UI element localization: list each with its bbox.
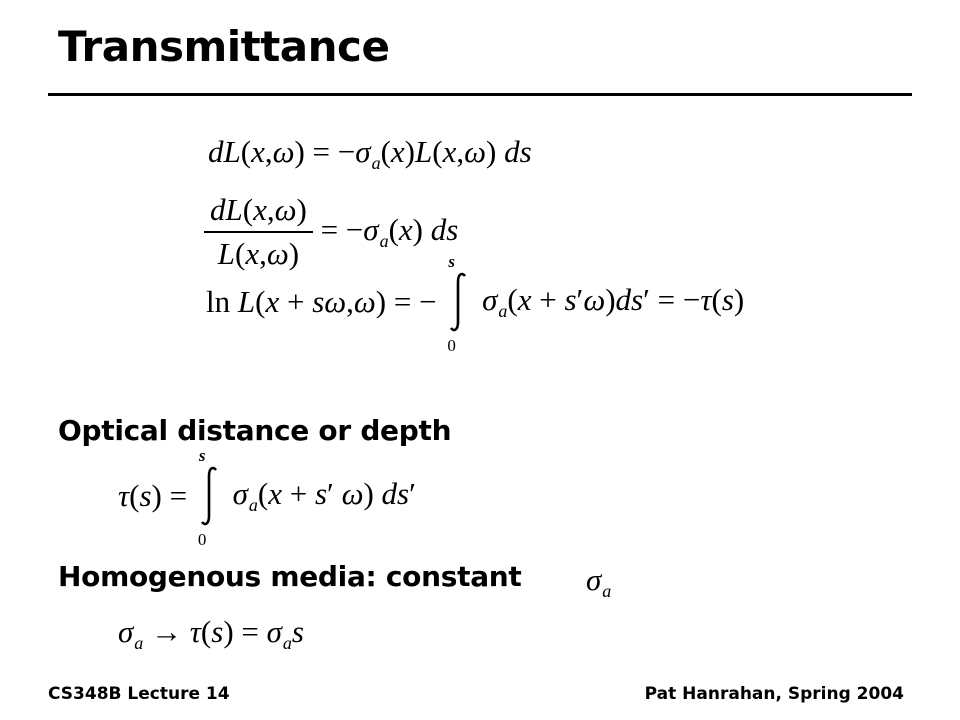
equation-log-transmittance: ln L(x + sω,ω) = − s 0 $\sigma_a(x + s'\omega)ds' = -\tau(s)$ (206, 252, 745, 355)
integral-lower-limit: 0 (447, 336, 456, 355)
footer-author: Pat Hanrahan, Spring 2004 (644, 684, 904, 704)
integral-upper-limit: s (448, 252, 455, 271)
heading-homogenous-media: Homogenous media: constant (58, 560, 522, 593)
integral-upper-limit: s (198, 446, 206, 465)
equation-homogenous-depth: $\sigma_a \to \tau(s) = \sigma_as$ (118, 614, 304, 653)
symbol-sigma-a: $\sigma_a$ (586, 562, 612, 601)
equation-normalized-differential: $\frac{dL(x,\omega)}{L(x,\omega)}$ = $-\sigma_a(x)$ ds (204, 192, 458, 272)
integral-sign (444, 252, 474, 355)
slide-title: Transmittance (58, 22, 390, 71)
equation-optical-depth: τ(s) = s 0 $\sigma_a(x + s'$ ω) ds′ (118, 446, 416, 549)
integral-lower-limit: 0 (197, 530, 207, 549)
title-divider (48, 93, 912, 96)
integral-sign (195, 446, 225, 549)
footer-lecture: CS348B Lecture 14 (48, 684, 230, 704)
equation-differential-radiance: $dL(x,\omega) = -\sigma_a(x)L(x,\omega)$ ds (208, 134, 532, 173)
heading-optical-distance: Optical distance or depth (58, 414, 452, 447)
fraction: $\frac{dL(x,\omega)}{L(x,\omega)}$ (204, 192, 313, 272)
